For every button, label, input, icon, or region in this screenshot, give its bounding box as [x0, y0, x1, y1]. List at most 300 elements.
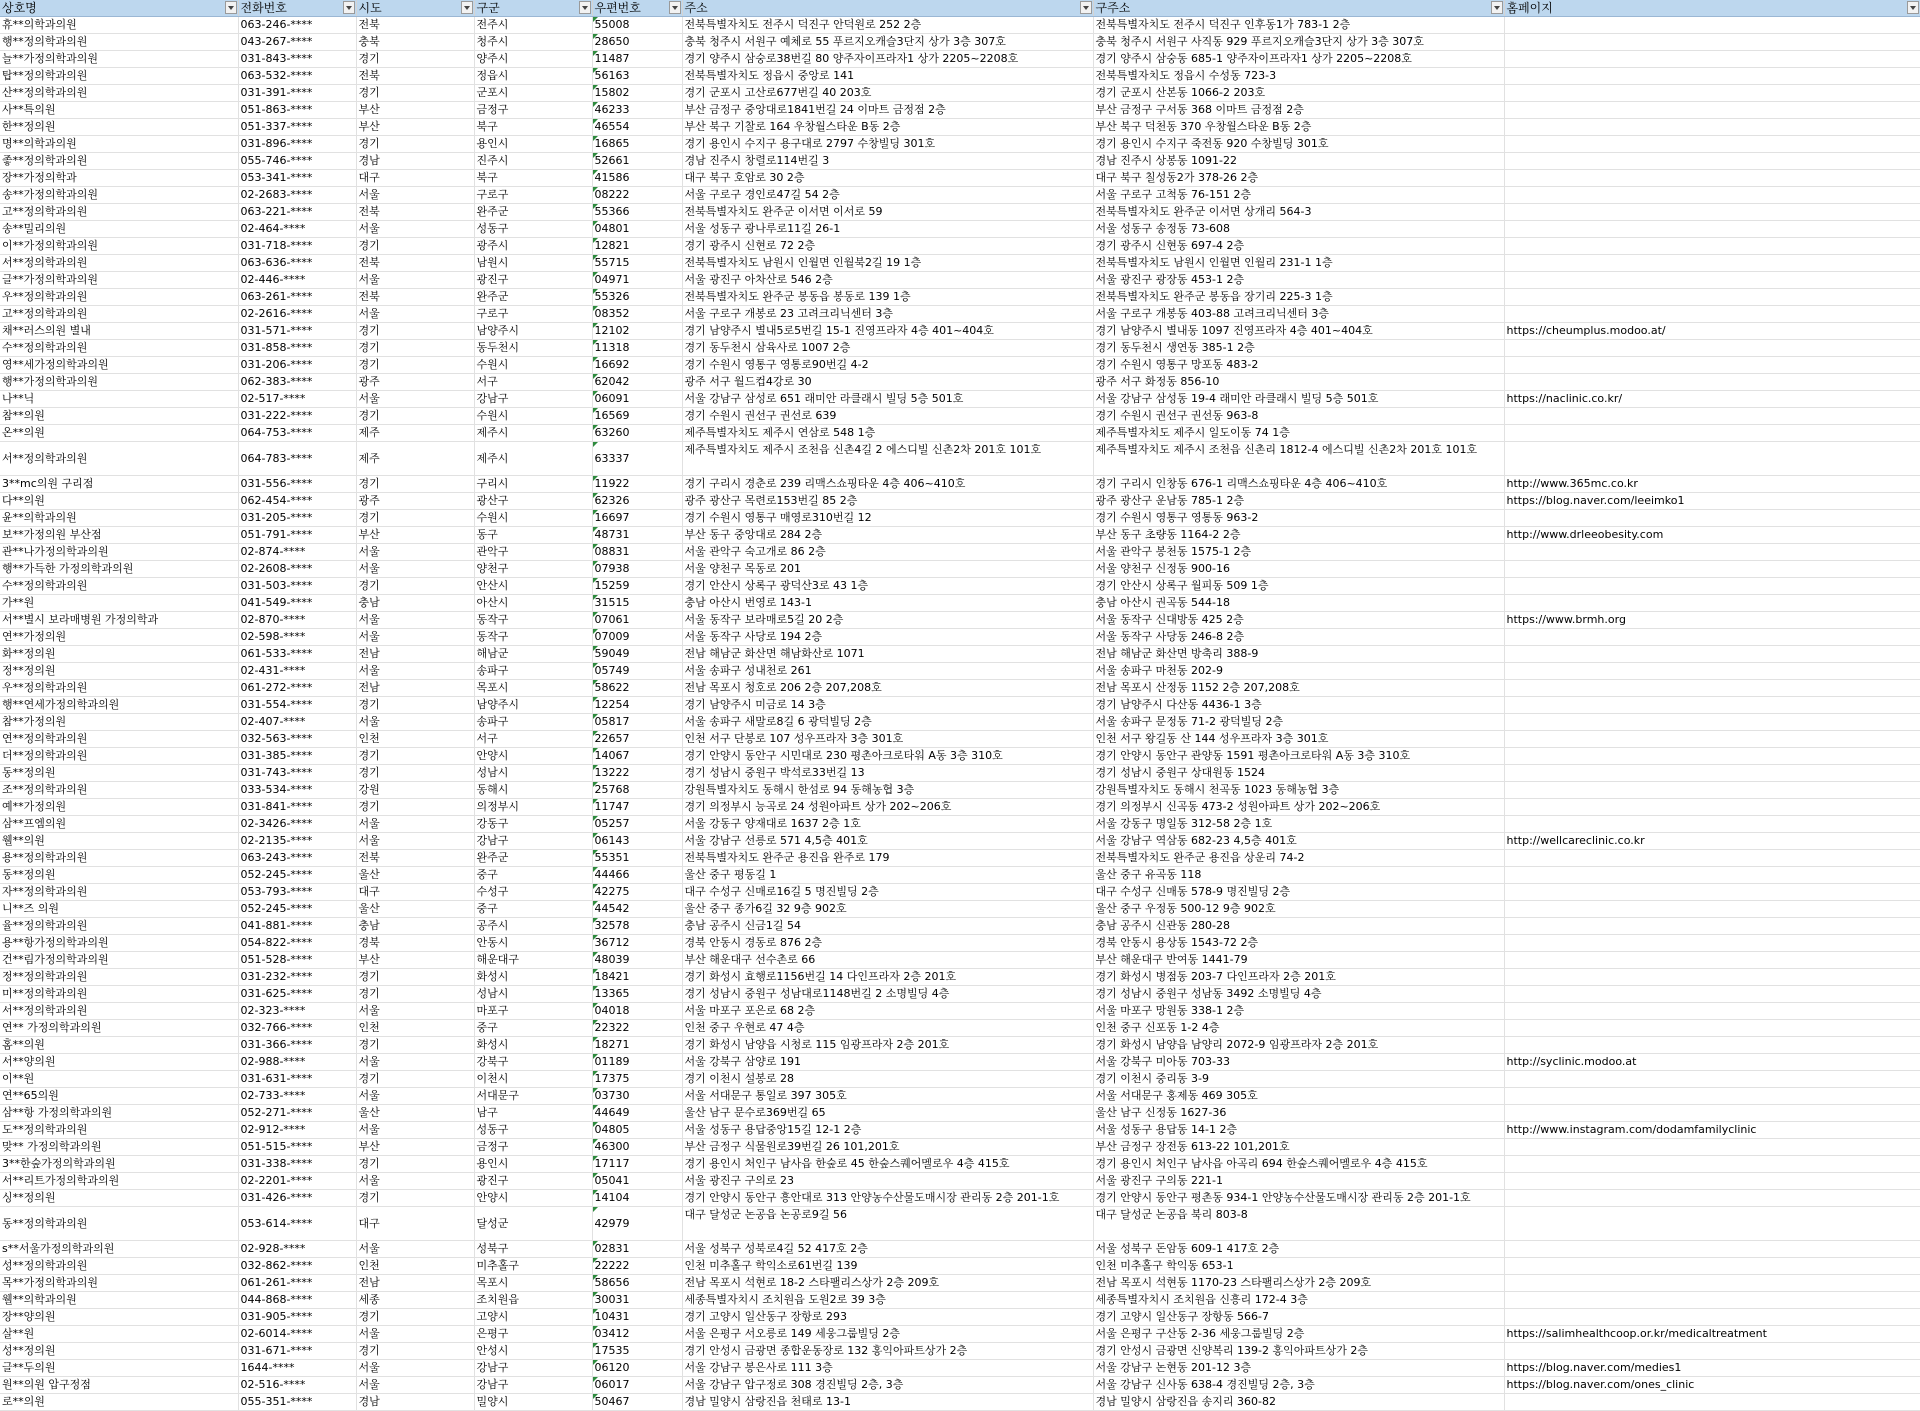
cell-name[interactable]: 니**즈 의원 [0, 901, 238, 918]
cell-address[interactable]: 서울 강북구 삼양로 191 [682, 1054, 1093, 1071]
cell-gugun[interactable]: 안양시 [474, 748, 592, 765]
cell-gugun[interactable]: 정읍시 [474, 68, 592, 85]
cell-homepage[interactable] [1504, 1139, 1920, 1156]
cell-zip[interactable]: 05257 [592, 816, 682, 833]
cell-zip[interactable]: 55351 [592, 850, 682, 867]
cell-homepage[interactable] [1504, 731, 1920, 748]
cell-phone[interactable]: 063-246-**** [238, 17, 356, 34]
cell-phone[interactable]: 054-822-**** [238, 935, 356, 952]
cell-gugun[interactable]: 남양주시 [474, 697, 592, 714]
cell-name[interactable]: 서**정의학과의원 [0, 255, 238, 272]
cell-name[interactable]: 웰**의학과의원 [0, 1292, 238, 1309]
cell-phone[interactable]: 02-870-**** [238, 612, 356, 629]
cell-zip[interactable]: 25768 [592, 782, 682, 799]
cell-phone[interactable]: 031-338-**** [238, 1156, 356, 1173]
cell-homepage[interactable] [1504, 1003, 1920, 1020]
cell-phone[interactable]: 031-571-**** [238, 323, 356, 340]
column-header-phone[interactable] [238, 0, 356, 17]
cell-address[interactable]: 서울 강남구 삼성로 651 래미안 라클래시 빌딩 5층 501호 [682, 391, 1093, 408]
cell-zip[interactable]: 08222 [592, 187, 682, 204]
cell-homepage[interactable] [1504, 17, 1920, 34]
cell-zip[interactable]: 63260 [592, 425, 682, 442]
cell-name[interactable]: 홈**의원 [0, 1037, 238, 1054]
cell-name[interactable]: 송**가정의학과의원 [0, 187, 238, 204]
cell-sido[interactable]: 서울 [356, 612, 474, 629]
cell-sido[interactable]: 대구 [356, 884, 474, 901]
cell-gugun[interactable]: 서구 [474, 731, 592, 748]
cell-sido[interactable]: 경북 [356, 935, 474, 952]
cell-gugun[interactable]: 성동구 [474, 221, 592, 238]
cell-address[interactable]: 경기 안양시 동안구 흥안대로 313 안양농수산물도매시장 관리동 2층 201-1호 [682, 1190, 1093, 1207]
filter-dropdown-icon[interactable] [461, 1, 473, 14]
cell-old-address[interactable]: 경기 성남시 중원구 상대원동 1524 [1093, 765, 1504, 782]
cell-zip[interactable]: 22657 [592, 731, 682, 748]
cell-sido[interactable]: 경기 [356, 85, 474, 102]
cell-address[interactable]: 서울 동작구 사당로 194 2층 [682, 629, 1093, 646]
cell-old-address[interactable]: 서울 동작구 사당동 246-8 2층 [1093, 629, 1504, 646]
cell-name[interactable]: 우**정의학과의원 [0, 680, 238, 697]
cell-old-address[interactable]: 경기 군포시 산본동 1066-2 203호 [1093, 85, 1504, 102]
cell-old-address[interactable]: 서울 성동구 송정동 73-608 [1093, 221, 1504, 238]
cell-phone[interactable]: 063-636-**** [238, 255, 356, 272]
cell-phone[interactable]: 062-383-**** [238, 374, 356, 391]
cell-name[interactable]: 목**가정의학과의원 [0, 1275, 238, 1292]
cell-name[interactable]: 송**밀리의원 [0, 221, 238, 238]
cell-sido[interactable]: 전북 [356, 204, 474, 221]
cell-zip[interactable]: 10431 [592, 1309, 682, 1326]
cell-sido[interactable]: 경기 [356, 1071, 474, 1088]
cell-sido[interactable]: 경기 [356, 238, 474, 255]
cell-address[interactable]: 서울 광진구 아차산로 546 2층 [682, 272, 1093, 289]
cell-zip[interactable]: 44466 [592, 867, 682, 884]
cell-zip[interactable]: 46554 [592, 119, 682, 136]
cell-name[interactable]: 원**의원 압구정점 [0, 1377, 238, 1394]
cell-old-address[interactable]: 서울 서대문구 홍제동 469 305호 [1093, 1088, 1504, 1105]
cell-gugun[interactable]: 동해시 [474, 782, 592, 799]
cell-address[interactable]: 서울 강남구 압구정로 308 경진빌딩 2층, 3층 [682, 1377, 1093, 1394]
cell-phone[interactable]: 032-862-**** [238, 1258, 356, 1275]
cell-zip[interactable]: 05749 [592, 663, 682, 680]
cell-homepage[interactable] [1504, 952, 1920, 969]
cell-address[interactable]: 경기 화성시 남양읍 시청로 115 임광프라자 2층 201호 [682, 1037, 1093, 1054]
cell-name[interactable]: 건**림가정의학과의원 [0, 952, 238, 969]
cell-name[interactable]: 삼**프엠의원 [0, 816, 238, 833]
cell-gugun[interactable]: 은평구 [474, 1326, 592, 1343]
cell-homepage[interactable] [1504, 595, 1920, 612]
cell-phone[interactable]: 052-245-**** [238, 867, 356, 884]
cell-old-address[interactable]: 광주 서구 화정동 856-10 [1093, 374, 1504, 391]
cell-sido[interactable]: 충남 [356, 595, 474, 612]
cell-name[interactable]: 맞** 가정의학과의원 [0, 1139, 238, 1156]
cell-name[interactable]: 정**정의학과의원 [0, 969, 238, 986]
cell-homepage[interactable] [1504, 170, 1920, 187]
cell-gugun[interactable]: 의정부시 [474, 799, 592, 816]
cell-address[interactable]: 경기 용인시 처인구 남사읍 한숲로 45 한숲스퀘어멜로우 4층 415호 [682, 1156, 1093, 1173]
cell-zip[interactable]: 55366 [592, 204, 682, 221]
cell-zip[interactable]: 06091 [592, 391, 682, 408]
cell-gugun[interactable]: 북구 [474, 119, 592, 136]
cell-zip[interactable]: 15802 [592, 85, 682, 102]
cell-old-address[interactable]: 경기 성남시 중원구 성남동 3492 소명빌딩 4층 [1093, 986, 1504, 1003]
cell-homepage[interactable] [1504, 187, 1920, 204]
cell-gugun[interactable]: 수원시 [474, 408, 592, 425]
cell-address[interactable]: 서울 동작구 보라매로5길 20 2층 [682, 612, 1093, 629]
cell-sido[interactable]: 제주 [356, 425, 474, 442]
cell-name[interactable]: 서**리트가정의학과의원 [0, 1173, 238, 1190]
cell-homepage[interactable] [1504, 1105, 1920, 1122]
cell-zip[interactable]: 06120 [592, 1360, 682, 1377]
cell-name[interactable]: 행**정의학과의원 [0, 34, 238, 51]
cell-zip[interactable]: 55715 [592, 255, 682, 272]
cell-gugun[interactable]: 송파구 [474, 663, 592, 680]
cell-zip[interactable]: 07009 [592, 629, 682, 646]
cell-gugun[interactable]: 동작구 [474, 612, 592, 629]
cell-phone[interactable]: 031-858-**** [238, 340, 356, 357]
cell-zip[interactable]: 04805 [592, 1122, 682, 1139]
cell-sido[interactable]: 경기 [356, 136, 474, 153]
cell-old-address[interactable]: 인천 중구 신포동 1-2 4층 [1093, 1020, 1504, 1037]
cell-homepage[interactable] [1504, 663, 1920, 680]
cell-address[interactable]: 경기 이천시 설봉로 28 [682, 1071, 1093, 1088]
cell-address[interactable]: 제주특별자치도 제주시 연삼로 548 1층 [682, 425, 1093, 442]
cell-address[interactable]: 경기 의정부시 능곡로 24 성원아파트 상가 202~206호 [682, 799, 1093, 816]
cell-old-address[interactable]: 서울 광진구 구의동 221-1 [1093, 1173, 1504, 1190]
cell-name[interactable]: 관**나가정의학과의원 [0, 544, 238, 561]
cell-address[interactable]: 경기 화성시 효행로1156번길 14 다인프라자 2층 201호 [682, 969, 1093, 986]
cell-old-address[interactable]: 부산 해운대구 반여동 1441-79 [1093, 952, 1504, 969]
cell-homepage[interactable] [1504, 561, 1920, 578]
cell-address[interactable]: 경기 수원시 영통구 영통로90번길 4-2 [682, 357, 1093, 374]
cell-phone[interactable]: 055-746-**** [238, 153, 356, 170]
cell-homepage[interactable] [1504, 986, 1920, 1003]
cell-old-address[interactable]: 전북특별자치도 완주군 용진읍 상운리 74-2 [1093, 850, 1504, 867]
cell-old-address[interactable]: 제주특별자치도 제주시 일도이동 74 1층 [1093, 425, 1504, 442]
cell-old-address[interactable]: 울산 중구 유곡동 118 [1093, 867, 1504, 884]
cell-homepage[interactable] [1504, 1190, 1920, 1207]
cell-sido[interactable]: 울산 [356, 867, 474, 884]
cell-zip[interactable]: 15259 [592, 578, 682, 595]
cell-phone[interactable]: 031-671-**** [238, 1343, 356, 1360]
cell-homepage[interactable] [1504, 544, 1920, 561]
cell-gugun[interactable]: 남원시 [474, 255, 592, 272]
cell-homepage[interactable] [1504, 799, 1920, 816]
cell-homepage[interactable] [1504, 1258, 1920, 1275]
cell-zip[interactable]: 02831 [592, 1241, 682, 1258]
cell-gugun[interactable]: 안산시 [474, 578, 592, 595]
cell-sido[interactable]: 울산 [356, 901, 474, 918]
cell-address[interactable]: 서울 서대문구 통일로 397 305호 [682, 1088, 1093, 1105]
cell-sido[interactable]: 서울 [356, 629, 474, 646]
cell-phone[interactable]: 031-222-**** [238, 408, 356, 425]
cell-phone[interactable]: 031-841-**** [238, 799, 356, 816]
cell-homepage[interactable] [1504, 425, 1920, 442]
cell-zip[interactable]: 48039 [592, 952, 682, 969]
cell-zip[interactable]: 17535 [592, 1343, 682, 1360]
cell-zip[interactable]: 36712 [592, 935, 682, 952]
cell-gugun[interactable]: 아산시 [474, 595, 592, 612]
cell-zip[interactable]: 05817 [592, 714, 682, 731]
cell-phone[interactable]: 02-407-**** [238, 714, 356, 731]
cell-name[interactable]: 다**의원 [0, 493, 238, 510]
cell-homepage[interactable] [1504, 969, 1920, 986]
cell-old-address[interactable]: 전북특별자치도 남원시 인월면 인월리 231-1 1층 [1093, 255, 1504, 272]
cell-zip[interactable]: 56163 [592, 68, 682, 85]
cell-gugun[interactable]: 수원시 [474, 357, 592, 374]
cell-zip[interactable]: 11922 [592, 476, 682, 493]
cell-gugun[interactable]: 서구 [474, 374, 592, 391]
cell-sido[interactable]: 대구 [356, 170, 474, 187]
cell-address[interactable]: 대구 수성구 신매로16길 5 명진빌딩 2층 [682, 884, 1093, 901]
cell-homepage[interactable] [1504, 765, 1920, 782]
cell-old-address[interactable]: 경기 수원시 권선구 권선동 963-8 [1093, 408, 1504, 425]
cell-gugun[interactable]: 해운대구 [474, 952, 592, 969]
cell-gugun[interactable]: 강남구 [474, 391, 592, 408]
cell-gugun[interactable]: 전주시 [474, 17, 592, 34]
cell-phone[interactable]: 02-2616-**** [238, 306, 356, 323]
cell-sido[interactable]: 서울 [356, 1360, 474, 1377]
cell-sido[interactable]: 경기 [356, 1156, 474, 1173]
cell-zip[interactable]: 42275 [592, 884, 682, 901]
cell-phone[interactable]: 053-341-**** [238, 170, 356, 187]
cell-homepage[interactable]: http://www.instagram.com/dodamfamilyclinic [1504, 1122, 1920, 1139]
cell-name[interactable]: 사**특의원 [0, 102, 238, 119]
cell-zip[interactable]: 04018 [592, 1003, 682, 1020]
cell-address[interactable]: 세종특별자치시 조치원읍 도원2로 39 3층 [682, 1292, 1093, 1309]
cell-gugun[interactable]: 제주시 [474, 425, 592, 442]
cell-sido[interactable]: 경기 [356, 799, 474, 816]
cell-sido[interactable]: 대구 [356, 1207, 474, 1241]
cell-phone[interactable]: 02-598-**** [238, 629, 356, 646]
cell-address[interactable]: 서울 은평구 서오릉로 149 세웅그룹빌딩 2층 [682, 1326, 1093, 1343]
cell-gugun[interactable]: 송파구 [474, 714, 592, 731]
cell-sido[interactable]: 경기 [356, 323, 474, 340]
cell-gugun[interactable]: 청주시 [474, 34, 592, 51]
cell-address[interactable]: 경기 안양시 동안구 시민대로 230 평촌아크로타워 A동 3층 310호 [682, 748, 1093, 765]
cell-sido[interactable]: 울산 [356, 1105, 474, 1122]
cell-name[interactable]: 로**의원 [0, 1394, 238, 1411]
cell-gugun[interactable]: 남양주시 [474, 323, 592, 340]
cell-sido[interactable]: 세종 [356, 1292, 474, 1309]
cell-homepage[interactable] [1504, 901, 1920, 918]
cell-phone[interactable]: 02-2135-**** [238, 833, 356, 850]
cell-zip[interactable]: 55008 [592, 17, 682, 34]
cell-address[interactable]: 전북특별자치도 완주군 이서면 이서로 59 [682, 204, 1093, 221]
cell-phone[interactable]: 044-868-**** [238, 1292, 356, 1309]
cell-name[interactable]: 이**가정의학과의원 [0, 238, 238, 255]
filter-dropdown-icon[interactable] [343, 1, 355, 14]
cell-gugun[interactable]: 미추홀구 [474, 1258, 592, 1275]
cell-old-address[interactable]: 경기 안양시 동안구 평촌동 934-1 안양농수산물도매시장 관리동 2층 201-1호 [1093, 1190, 1504, 1207]
cell-old-address[interactable]: 서울 강북구 미아동 703-33 [1093, 1054, 1504, 1071]
cell-phone[interactable]: 032-766-**** [238, 1020, 356, 1037]
cell-old-address[interactable]: 대구 북구 칠성동2가 378-26 2층 [1093, 170, 1504, 187]
cell-old-address[interactable]: 경기 안산시 상록구 월피동 509 1층 [1093, 578, 1504, 595]
cell-phone[interactable]: 063-532-**** [238, 68, 356, 85]
cell-old-address[interactable]: 경기 고양시 일산동구 장항동 566-7 [1093, 1309, 1504, 1326]
cell-name[interactable]: 용**항가정의학과의원 [0, 935, 238, 952]
cell-homepage[interactable] [1504, 1292, 1920, 1309]
cell-name[interactable]: 용**정의학과의원 [0, 850, 238, 867]
cell-phone[interactable]: 02-874-**** [238, 544, 356, 561]
cell-homepage[interactable] [1504, 578, 1920, 595]
cell-gugun[interactable]: 화성시 [474, 1037, 592, 1054]
cell-old-address[interactable]: 울산 남구 신정동 1627-36 [1093, 1105, 1504, 1122]
cell-address[interactable]: 서울 구로구 개봉로 23 고려크리닉센터 3층 [682, 306, 1093, 323]
cell-address[interactable]: 충남 공주시 신금1길 54 [682, 918, 1093, 935]
cell-gugun[interactable]: 광진구 [474, 1173, 592, 1190]
cell-zip[interactable]: 46233 [592, 102, 682, 119]
cell-sido[interactable]: 서울 [356, 306, 474, 323]
cell-address[interactable]: 경기 성남시 중원구 성남대로1148번길 2 소명빌딩 4층 [682, 986, 1093, 1003]
cell-name[interactable]: 3**한숲가정의학과의원 [0, 1156, 238, 1173]
cell-phone[interactable]: 063-243-**** [238, 850, 356, 867]
cell-old-address[interactable]: 세종특별자치시 조치원읍 신흥리 172-4 3층 [1093, 1292, 1504, 1309]
cell-zip[interactable]: 22222 [592, 1258, 682, 1275]
cell-address[interactable]: 충북 청주시 서원구 예체로 55 푸르지오캐슬3단지 상가 3층 307호 [682, 34, 1093, 51]
cell-phone[interactable]: 02-2201-**** [238, 1173, 356, 1190]
cell-old-address[interactable]: 경남 밀양시 삼랑진읍 송지리 360-82 [1093, 1394, 1504, 1411]
cell-sido[interactable]: 서울 [356, 1054, 474, 1071]
cell-sido[interactable]: 전남 [356, 646, 474, 663]
cell-name[interactable]: 서**별시 보라매병원 가정의학과 [0, 612, 238, 629]
cell-gugun[interactable]: 성북구 [474, 1241, 592, 1258]
cell-name[interactable]: 연** 가정의학과의원 [0, 1020, 238, 1037]
cell-name[interactable]: 글**두의원 [0, 1360, 238, 1377]
cell-sido[interactable]: 전북 [356, 289, 474, 306]
cell-name[interactable]: 행**가득한 가정의학과의원 [0, 561, 238, 578]
cell-name[interactable]: 정**정의원 [0, 663, 238, 680]
cell-homepage[interactable]: https://cheumplus.modoo.at/ [1504, 323, 1920, 340]
cell-address[interactable]: 서울 성동구 용답중앙15길 12-1 2층 [682, 1122, 1093, 1139]
cell-zip[interactable]: 11487 [592, 51, 682, 68]
cell-sido[interactable]: 경기 [356, 986, 474, 1003]
cell-homepage[interactable] [1504, 1088, 1920, 1105]
cell-phone[interactable]: 031-905-**** [238, 1309, 356, 1326]
cell-address[interactable]: 울산 중구 종가6길 32 9층 902호 [682, 901, 1093, 918]
cell-gugun[interactable]: 구리시 [474, 476, 592, 493]
cell-zip[interactable]: 08831 [592, 544, 682, 561]
cell-sido[interactable]: 경기 [356, 340, 474, 357]
cell-gugun[interactable]: 안성시 [474, 1343, 592, 1360]
cell-sido[interactable]: 서울 [356, 221, 474, 238]
cell-zip[interactable]: 04801 [592, 221, 682, 238]
cell-sido[interactable]: 경기 [356, 1309, 474, 1326]
cell-homepage[interactable] [1504, 442, 1920, 476]
cell-name[interactable]: 화**정의원 [0, 646, 238, 663]
cell-sido[interactable]: 경기 [356, 357, 474, 374]
cell-gugun[interactable]: 수원시 [474, 510, 592, 527]
cell-old-address[interactable]: 제주특별자치도 제주시 조천읍 신촌리 1812-4 에스디빌 신촌2차 201호 101호 [1093, 442, 1504, 476]
cell-phone[interactable]: 052-271-**** [238, 1105, 356, 1122]
cell-old-address[interactable]: 인천 서구 왕길동 산 144 성우프라자 3층 301호 [1093, 731, 1504, 748]
cell-address[interactable]: 서울 관악구 숙고개로 86 2층 [682, 544, 1093, 561]
cell-name[interactable]: 더**정의학과의원 [0, 748, 238, 765]
cell-homepage[interactable] [1504, 1343, 1920, 1360]
cell-phone[interactable]: 064-753-**** [238, 425, 356, 442]
cell-gugun[interactable]: 구로구 [474, 187, 592, 204]
cell-phone[interactable]: 02-431-**** [238, 663, 356, 680]
cell-zip[interactable]: 18421 [592, 969, 682, 986]
cell-sido[interactable]: 전남 [356, 1275, 474, 1292]
cell-homepage[interactable] [1504, 357, 1920, 374]
cell-phone[interactable]: 02-2608-**** [238, 561, 356, 578]
cell-zip[interactable]: 05041 [592, 1173, 682, 1190]
cell-address[interactable]: 광주 광산구 목련로153번길 85 2층 [682, 493, 1093, 510]
cell-homepage[interactable] [1504, 714, 1920, 731]
cell-name[interactable]: 고**정의학과의원 [0, 204, 238, 221]
cell-zip[interactable]: 13365 [592, 986, 682, 1003]
cell-zip[interactable]: 58656 [592, 1275, 682, 1292]
cell-phone[interactable]: 061-272-**** [238, 680, 356, 697]
cell-phone[interactable]: 031-625-**** [238, 986, 356, 1003]
cell-sido[interactable]: 경기 [356, 1343, 474, 1360]
cell-gugun[interactable]: 강북구 [474, 1054, 592, 1071]
cell-name[interactable]: 수**정의학과의원 [0, 340, 238, 357]
cell-gugun[interactable]: 화성시 [474, 969, 592, 986]
cell-address[interactable]: 부산 금정구 중앙대로1841번길 24 이마트 금정점 2층 [682, 102, 1093, 119]
cell-address[interactable]: 전남 해남군 화산면 해남화산로 1071 [682, 646, 1093, 663]
cell-zip[interactable]: 06017 [592, 1377, 682, 1394]
cell-old-address[interactable]: 경기 수원시 영통구 영통동 963-2 [1093, 510, 1504, 527]
cell-name[interactable]: 우**정의학과의원 [0, 289, 238, 306]
cell-homepage[interactable] [1504, 68, 1920, 85]
cell-old-address[interactable]: 전남 목포시 석현동 1170-23 스타팰리스상가 2층 209호 [1093, 1275, 1504, 1292]
cell-gugun[interactable]: 목포시 [474, 1275, 592, 1292]
cell-address[interactable]: 부산 금정구 식물원로39번길 26 101,201호 [682, 1139, 1093, 1156]
cell-homepage[interactable] [1504, 697, 1920, 714]
cell-old-address[interactable]: 서울 성북구 돈암동 609-1 417호 2층 [1093, 1241, 1504, 1258]
cell-old-address[interactable]: 경기 남양주시 다산동 4436-1 3층 [1093, 697, 1504, 714]
cell-phone[interactable]: 051-791-**** [238, 527, 356, 544]
cell-gugun[interactable]: 공주시 [474, 918, 592, 935]
cell-old-address[interactable]: 부산 북구 덕천동 370 우창월스타운 B동 2층 [1093, 119, 1504, 136]
cell-name[interactable]: 보**가정의원 부산점 [0, 527, 238, 544]
cell-sido[interactable]: 경기 [356, 969, 474, 986]
cell-phone[interactable]: 031-366-**** [238, 1037, 356, 1054]
cell-phone[interactable]: 031-743-**** [238, 765, 356, 782]
cell-address[interactable]: 경남 진주시 창렬로114번길 3 [682, 153, 1093, 170]
cell-old-address[interactable]: 서울 강남구 논현동 201-12 3층 [1093, 1360, 1504, 1377]
cell-sido[interactable]: 전북 [356, 850, 474, 867]
cell-old-address[interactable]: 경기 안양시 동안구 관양동 1591 평촌아크로타워 A동 3층 310호 [1093, 748, 1504, 765]
column-header-gugun[interactable] [474, 0, 592, 17]
cell-name[interactable]: 이**원 [0, 1071, 238, 1088]
cell-zip[interactable]: 31515 [592, 595, 682, 612]
cell-old-address[interactable]: 대구 달성군 논공읍 북리 803-8 [1093, 1207, 1504, 1241]
cell-zip[interactable]: 16697 [592, 510, 682, 527]
cell-sido[interactable]: 전북 [356, 17, 474, 34]
cell-zip[interactable]: 16569 [592, 408, 682, 425]
cell-address[interactable]: 광주 서구 월드컵4강로 30 [682, 374, 1093, 391]
cell-old-address[interactable]: 서울 강남구 삼성동 19-4 래미안 라클래시 빌딩 5층 501호 [1093, 391, 1504, 408]
cell-name[interactable]: 미**정의학과의원 [0, 986, 238, 1003]
cell-phone[interactable]: 051-528-**** [238, 952, 356, 969]
cell-sido[interactable]: 인천 [356, 1258, 474, 1275]
cell-old-address[interactable]: 서울 양천구 신정동 900-16 [1093, 561, 1504, 578]
cell-name[interactable]: 장**가정의학과 [0, 170, 238, 187]
cell-homepage[interactable] [1504, 289, 1920, 306]
cell-zip[interactable]: 52661 [592, 153, 682, 170]
cell-address[interactable]: 제주특별자치도 제주시 조천읍 신촌4길 2 에스디빌 신촌2차 201호 101호 [682, 442, 1093, 476]
cell-zip[interactable]: 01189 [592, 1054, 682, 1071]
cell-gugun[interactable]: 달성군 [474, 1207, 592, 1241]
cell-phone[interactable]: 02-733-**** [238, 1088, 356, 1105]
cell-gugun[interactable]: 동두천시 [474, 340, 592, 357]
cell-homepage[interactable] [1504, 816, 1920, 833]
cell-homepage[interactable] [1504, 136, 1920, 153]
cell-address[interactable]: 경기 구리시 경춘로 239 리맥스쇼핑타운 4층 406~410호 [682, 476, 1093, 493]
cell-old-address[interactable]: 경기 양주시 삼숭동 685-1 양주자이프라자1 상가 2205~2208호 [1093, 51, 1504, 68]
